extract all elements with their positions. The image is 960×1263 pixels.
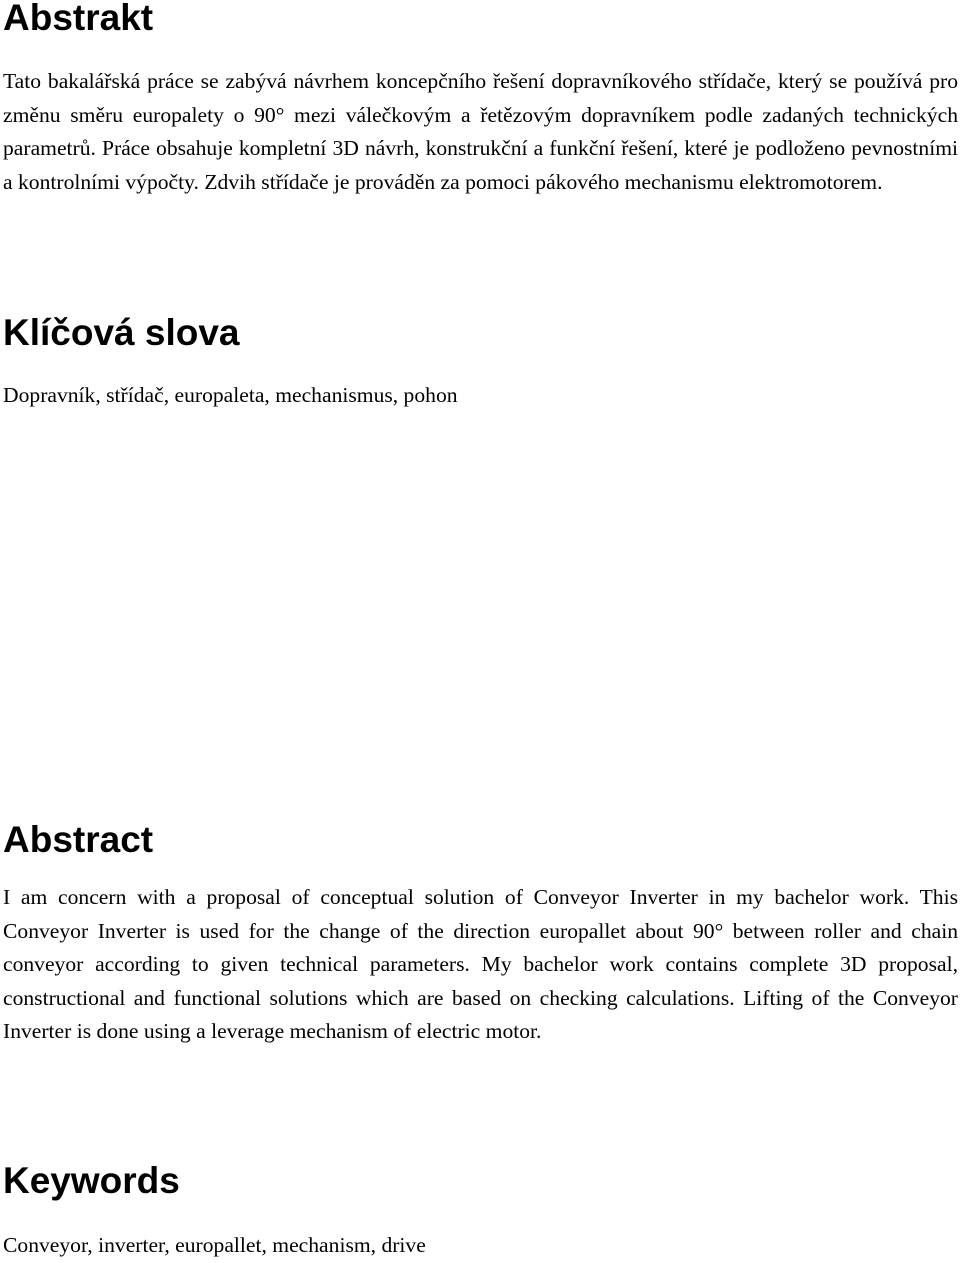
heading-keywords: Keywords xyxy=(3,1160,180,1201)
heading-abstrakt: Abstrakt xyxy=(3,0,154,38)
paragraph-abstrakt: Tato bakalářská práce se zabývá návrhem koncepčního řešení dopravníkového střídače, který se používá pro změnu směru europalety o 90° mezi válečkovým a řetězovým dopravníkem podle zadaných technických parametrů. Práce obsahuje kompletní 3D návrh, konstrukční a funkční řešení, které je podloženo pevnostními a kontrolními výpočty. Zdvih střídače je prováděn za pomoci pákového mechanismu elektromotorem. xyxy=(3,69,958,194)
paragraph-keywords: Conveyor, inverter, europallet, mechanism, drive xyxy=(3,1233,426,1257)
paragraph-klicova-slova: Dopravník, střídač, europaleta, mechanismus, pohon xyxy=(3,383,458,407)
heading-abstract: Abstract xyxy=(3,819,154,860)
heading-klicova-slova: Klíčová slova xyxy=(3,312,240,353)
paragraph-abstract: I am concern with a proposal of conceptual solution of Conveyor Inverter in my bachelor work. This Conveyor Inverter is used for the change of the direction europallet about 90° between roller and chain conveyor according to given technical parameters. My bachelor work contains complete 3D proposal, constructional and functional solutions which are based on checking calculations. Lifting of the Conveyor Inverter is done using a leverage mechanism of electric motor. xyxy=(3,885,958,1044)
